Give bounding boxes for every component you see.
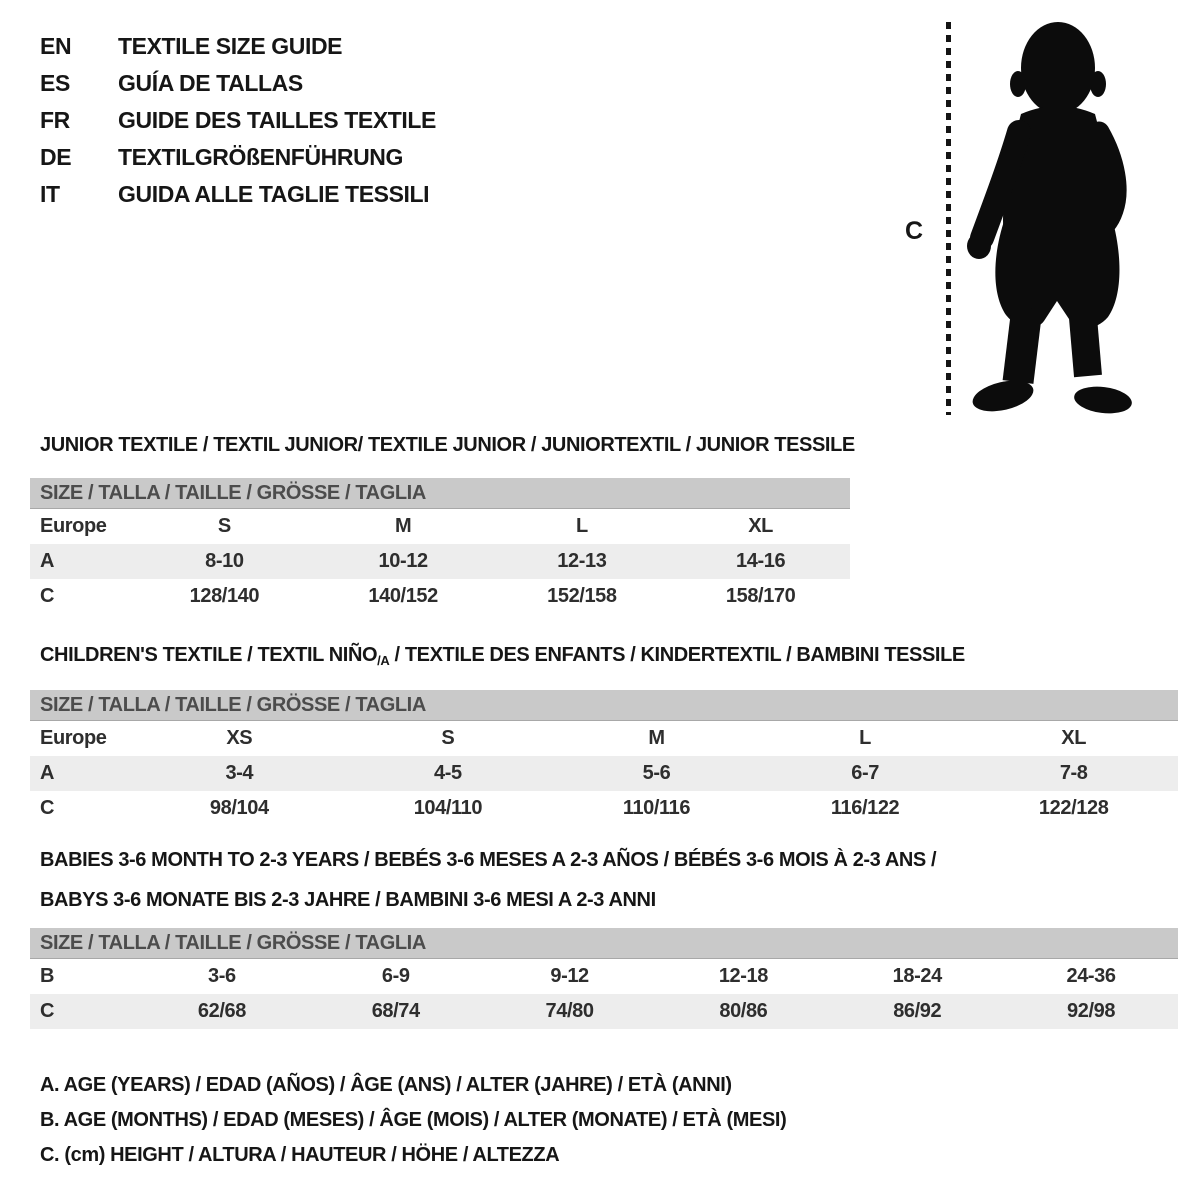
row-label: C: [40, 797, 55, 819]
language-row-it: [40, 176, 436, 213]
age-value: 14-16: [736, 550, 786, 572]
junior-size-table: [30, 478, 850, 614]
size-column: L: [859, 727, 871, 749]
height-value: 98/104: [209, 797, 269, 819]
row-label: C: [40, 1000, 55, 1022]
age-value: 3-6: [208, 965, 236, 987]
language-code: IT: [40, 181, 60, 207]
language-row-es: [40, 65, 436, 102]
babies-age-row: [30, 959, 1178, 994]
language-row-de: [40, 139, 436, 176]
language-code: FR: [40, 107, 70, 133]
size-column: S: [217, 515, 231, 537]
size-column: XS: [226, 727, 253, 749]
height-measure-dashed-line: [946, 22, 951, 415]
height-value: 128/140: [189, 585, 260, 607]
junior-size-header-bar: SIZE / TALLA / TAILLE / GRÖSSE / TAGLIA: [30, 478, 850, 509]
age-value: 6-7: [851, 762, 879, 784]
height-value: 116/122: [830, 797, 900, 819]
height-value: 140/152: [368, 585, 438, 607]
size-column: M: [648, 727, 665, 749]
row-label: A: [40, 762, 55, 784]
children-height-row: [30, 791, 1178, 826]
junior-height-row: [30, 579, 850, 614]
children-title-subscript: /A: [377, 653, 390, 668]
row-label: A: [40, 550, 55, 572]
legend-age-months: B. AGE (MONTHS) / EDAD (MESES) / ÂGE (MOIS) / ALTER (MONATE) / ETÀ (MESI): [40, 1109, 787, 1131]
age-value: 8-10: [205, 550, 244, 572]
size-column: S: [441, 727, 455, 749]
height-value: 62/68: [197, 1000, 246, 1022]
age-value: 6-9: [381, 965, 410, 987]
region-label: Europe: [40, 515, 107, 537]
babies-title-line2: BABYS 3-6 MONATE BIS 2-3 JAHRE / BAMBINI 3-6 MESI A 2-3 ANNI: [40, 889, 656, 911]
age-value: 24-36: [1066, 965, 1116, 987]
age-value: 9-12: [550, 965, 589, 987]
babies-section-title: [40, 840, 936, 920]
language-code: EN: [40, 33, 72, 59]
age-value: 3-4: [225, 762, 254, 784]
row-label: C: [40, 585, 55, 607]
language-row-en: [40, 28, 436, 65]
babies-size-header-bar: SIZE / TALLA / TAILLE / GRÖSSE / TAGLIA: [30, 928, 1178, 959]
age-value: 10-12: [378, 550, 428, 572]
guide-title-es: GUÍA DE TALLAS: [118, 70, 303, 96]
size-column: M: [394, 515, 412, 537]
guide-title-en: TEXTILE SIZE GUIDE: [118, 33, 343, 59]
children-size-table: [30, 690, 1178, 826]
children-title-main: CHILDREN'S TEXTILE / TEXTIL NIÑO: [40, 644, 378, 666]
height-value: 80/86: [719, 1000, 768, 1022]
junior-age-row: [30, 544, 850, 579]
region-label: Europe: [40, 727, 107, 749]
height-value: 86/92: [893, 1000, 942, 1022]
legend-height-cm: C. (cm) HEIGHT / ALTURA / HAUTEUR / HÖHE / ALTEZZA: [40, 1144, 560, 1166]
height-value: 68/74: [371, 1000, 420, 1022]
guide-title-it: GUIDA ALLE TAGLIE TESSILI: [118, 181, 430, 207]
size-column: L: [575, 515, 588, 537]
children-title-rest: / TEXTILE DES ENFANTS / KINDERTEXTIL / BAMBINI TESSILE: [389, 644, 965, 666]
height-value: 158/170: [725, 585, 796, 607]
age-value: 7-8: [1059, 762, 1088, 784]
age-value: 12-18: [718, 965, 768, 987]
height-value: 74/80: [545, 1000, 594, 1022]
height-measure-label: C: [905, 217, 924, 245]
height-value: 110/116: [622, 797, 691, 819]
children-columns-row: [30, 721, 1178, 756]
language-row-fr: [40, 102, 436, 139]
height-value: 152/158: [547, 585, 617, 607]
language-code: DE: [40, 144, 72, 170]
row-label: B: [40, 965, 55, 987]
measurement-legend: [40, 1068, 786, 1173]
height-value: 104/110: [413, 797, 483, 819]
age-value: 18-24: [892, 965, 942, 987]
children-size-header-bar: SIZE / TALLA / TAILLE / GRÖSSE / TAGLIA: [30, 690, 1178, 721]
age-value: 12-13: [557, 550, 607, 572]
toddler-silhouette-icon: [965, 18, 1141, 418]
size-column: XL: [1061, 727, 1087, 749]
language-code: ES: [40, 70, 70, 96]
babies-size-table: [30, 928, 1178, 1029]
legend-age-years: A. AGE (YEARS) / EDAD (AÑOS) / ÂGE (ANS) / ALTER (JAHRE) / ETÀ (ANNI): [40, 1074, 732, 1096]
language-list: [40, 28, 436, 213]
children-age-row: [30, 756, 1178, 791]
junior-columns-row: [30, 509, 850, 544]
babies-title-line1: BABIES 3-6 MONTH TO 2-3 YEARS / BEBÉS 3-6 MESES A 2-3 AÑOS / BÉBÉS 3-6 MOIS À 2-3 ANS /: [40, 849, 937, 871]
height-value: 92/98: [1067, 1000, 1116, 1022]
junior-section-title: JUNIOR TEXTILE / TEXTIL JUNIOR/ TEXTILE JUNIOR / JUNIORTEXTIL / JUNIOR TESSILE: [40, 434, 855, 456]
size-column: XL: [748, 515, 773, 537]
children-section-title: [40, 644, 965, 668]
height-value: 122/128: [1038, 797, 1109, 819]
age-value: 5-6: [642, 762, 671, 784]
babies-height-row: [30, 994, 1178, 1029]
guide-title-fr: GUIDE DES TAILLES TEXTILE: [118, 107, 436, 133]
age-value: 4-5: [434, 762, 462, 784]
guide-title-de: TEXTILGRÖßENFÜHRUNG: [118, 144, 403, 170]
